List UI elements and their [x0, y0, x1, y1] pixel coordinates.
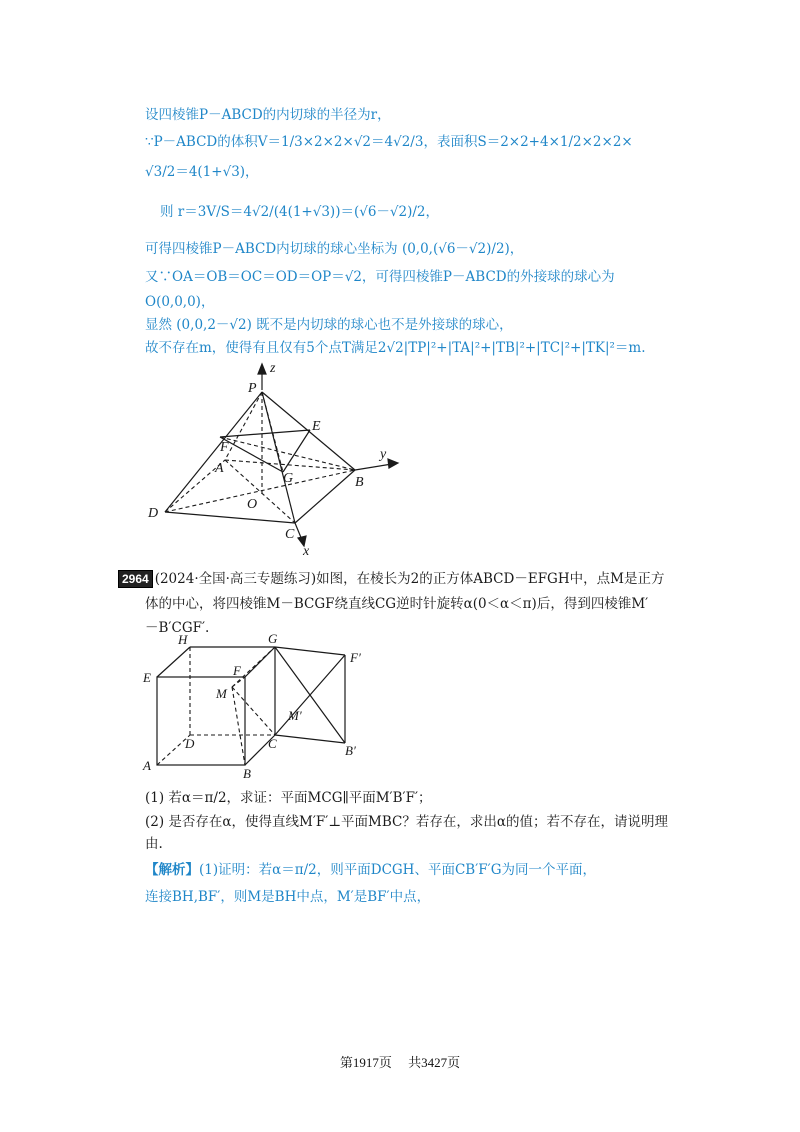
solution-line-8: 显然 (0,0,2－√2) 既不是内切球的球心也不是外接球的球心，: [145, 317, 513, 333]
solution-line-1: 设四棱锥P－ABCD的内切球的半径为r，: [145, 107, 391, 123]
pyramid-figure: [140, 360, 410, 560]
label-E2: E: [143, 670, 151, 685]
problem-line-2: 体的中心，将四棱锥M－BCGF绕直线CG逆时针旋转α(0＜α＜π)后，得到四棱锥M′: [145, 596, 649, 612]
label-M: M: [216, 686, 227, 701]
solution-line-2: ∵P－ABCD的体积V＝1/3×2×2×√2＝4√2/3，表面积S＝2×2+4×1/2×2×2×: [145, 134, 633, 150]
label-y: y: [380, 447, 387, 462]
label-F2: F: [233, 663, 241, 678]
solution-line-7: O(0,0,0)，: [145, 294, 215, 310]
label-C2: C: [268, 736, 277, 751]
problem-text-1: (2024·全国·高三专题练习)如图，在棱长为2的正方体ABCD－EFGH中，点M是正方: [154, 571, 665, 587]
analysis-tag: 【解析】: [145, 862, 199, 878]
solution-line-3: √3/2＝4(1+√3)，: [145, 164, 259, 180]
label-F: F: [220, 440, 229, 455]
page-total: 共3427页: [408, 1055, 461, 1070]
label-D2: D: [185, 736, 195, 751]
label-G2: G: [268, 631, 278, 646]
question-1: (1) 若α＝π/2，求证：平面MCG∥平面M′B′F′；: [145, 790, 432, 806]
solution-line-6: 又∵OA＝OB＝OC＝OD＝OP＝√2，可得四棱锥P－ABCD的外接球的球心为: [145, 269, 615, 285]
label-M-prime: M′: [288, 708, 302, 723]
label-B2: B: [243, 766, 251, 780]
analysis-line-1: [145, 858, 596, 878]
label-x: x: [303, 544, 310, 559]
page-number: 第1917页: [339, 1055, 392, 1070]
label-O: O: [247, 497, 258, 512]
problem-line-1: [118, 567, 664, 588]
question-2-cont: 由.: [145, 836, 163, 852]
analysis-text-1: (1)证明：若α＝π/2，则平面DCGH、平面CB′F′G为同一个平面，: [199, 862, 596, 878]
label-A2: A: [143, 758, 151, 773]
label-A: A: [215, 461, 224, 476]
cube-figure: [140, 630, 380, 780]
page-footer: [0, 1052, 800, 1071]
label-B: B: [355, 475, 364, 490]
label-B-prime: B′: [345, 743, 356, 758]
label-P: P: [248, 381, 257, 396]
problem-line-3: －B′CGF′.: [145, 620, 210, 636]
label-D: D: [148, 506, 159, 521]
label-E: E: [312, 419, 321, 434]
problem-number-badge: 2964: [118, 570, 153, 588]
label-C: C: [285, 527, 295, 542]
label-z: z: [270, 361, 276, 376]
label-G: G: [283, 471, 294, 486]
analysis-line-2: 连接BH,BF′，则M是BH中点，M′是BF′中点，: [145, 889, 431, 905]
solution-line-4: 则 r＝3V/S＝4√2/(4(1+√3))＝(√6－√2)/2，: [160, 204, 440, 220]
label-H: H: [178, 632, 188, 647]
solution-line-9: 故不存在m，使得有且仅有5个点T满足2√2|TP|²+|TA|²+|TB|²+|TC|²+|TK|²＝m.: [145, 340, 646, 356]
solution-line-5: 可得四棱锥P－ABCD内切球的球心坐标为 (0,0,(√6－√2)/2)，: [145, 241, 524, 257]
question-2: (2) 是否存在α，使得直线M′F′⊥平面MBC？若存在，求出α的值；若不存在，请说明理: [145, 814, 668, 830]
label-F-prime: F′: [350, 650, 361, 665]
